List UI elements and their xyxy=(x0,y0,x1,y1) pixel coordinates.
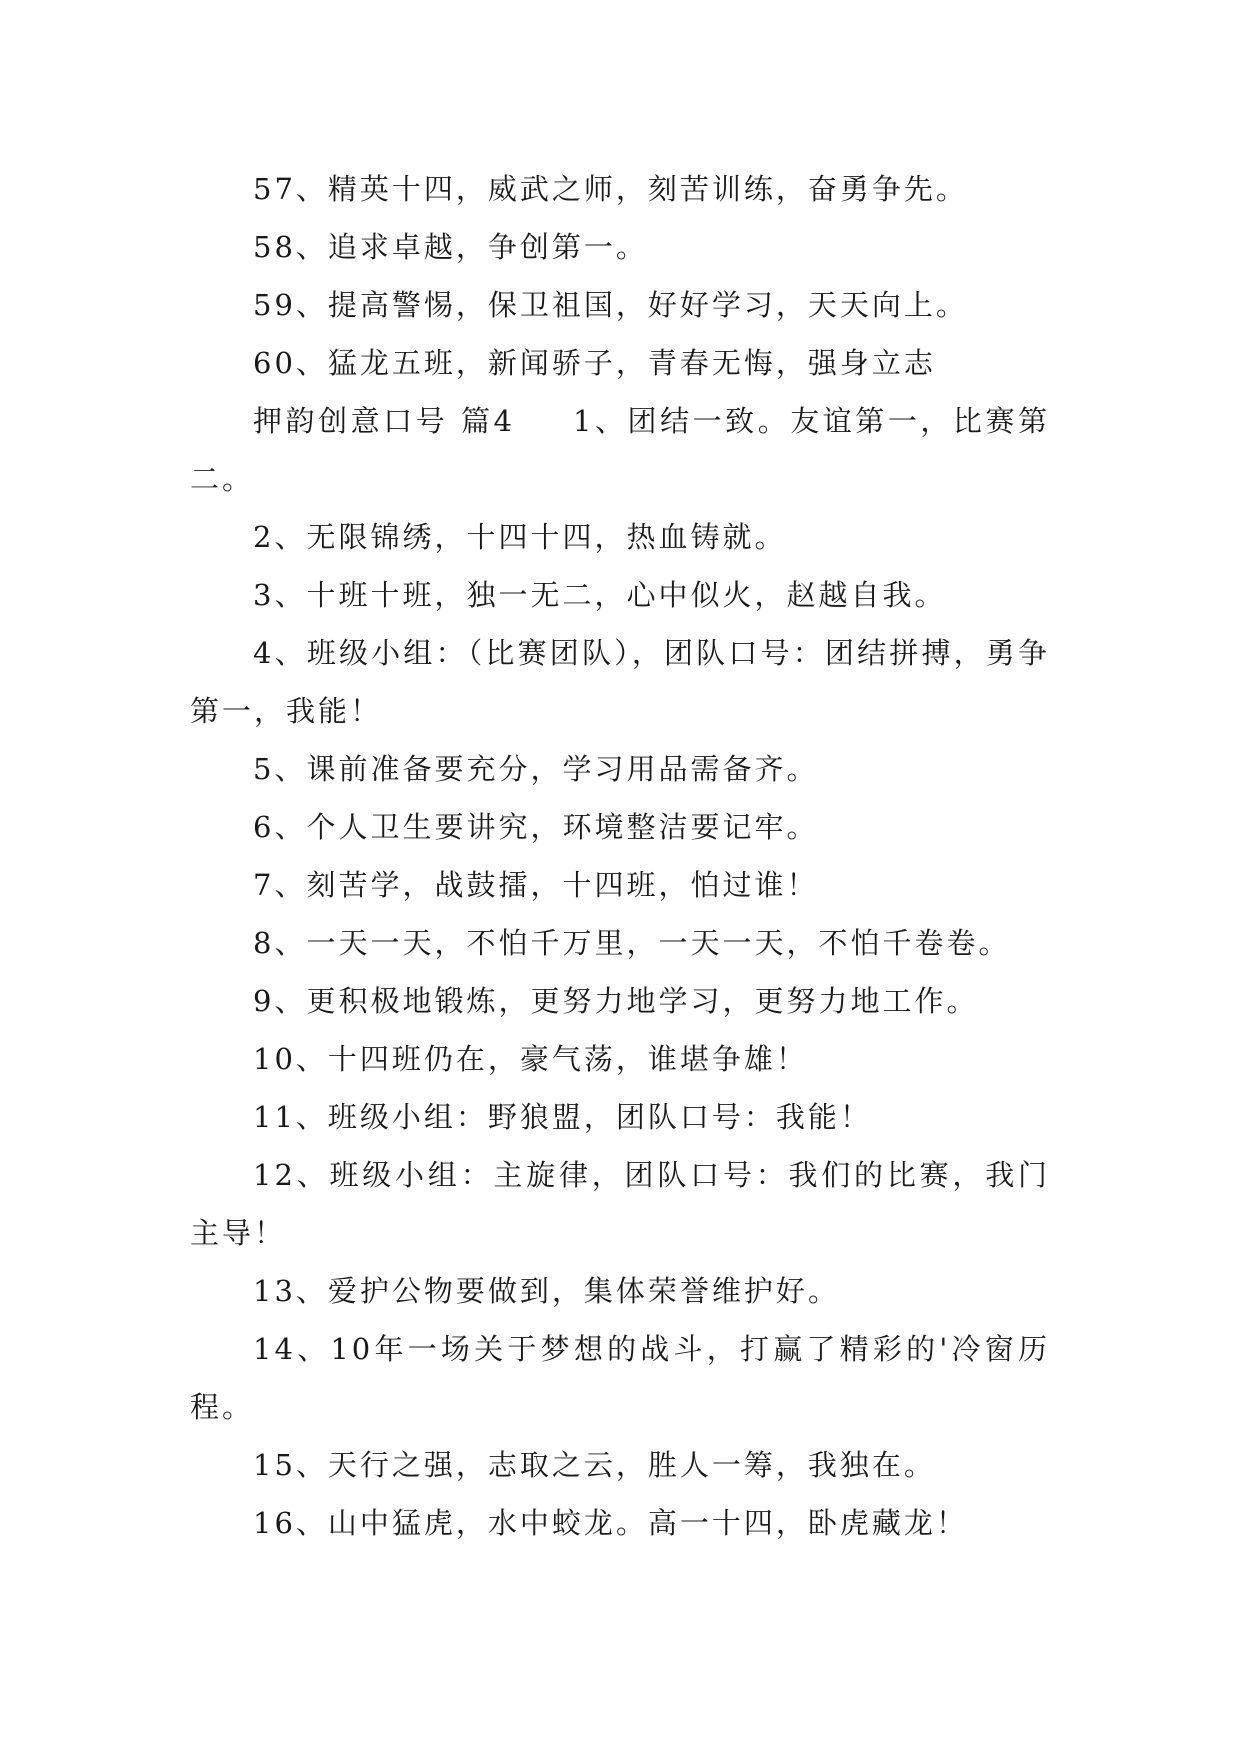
slogan-list xyxy=(190,160,1050,1552)
section-heading: 押韵创意口号 篇4 xyxy=(253,404,515,438)
section-paragraph xyxy=(190,392,1050,508)
list-item: 13、爱护公物要做到，集体荣誉维护好。 xyxy=(253,1274,840,1308)
list-item: 14、10年一场关于梦想的战斗，打赢了精彩的'冷窗历程。 xyxy=(190,1332,1050,1424)
list-item: 3、十班十班，独一无二，心中似火，赵越自我。 xyxy=(253,578,947,612)
list-item: 7、刻苦学，战鼓擂，十四班，怕过谁！ xyxy=(253,868,819,902)
list-item: 10、十四班仍在，豪气荡，谁堪争雄！ xyxy=(253,1042,808,1076)
list-item: 2、无限锦绣，十四十四，热血铸就。 xyxy=(253,520,787,554)
list-item: 9、更积极地锻炼，更努力地学习，更努力地工作。 xyxy=(253,984,979,1018)
list-item: 11、班级小组：野狼盟，团队口号：我能！ xyxy=(253,1100,872,1134)
list-item: 12、班级小组：主旋律，团队口号：我们的比赛，我门主导！ xyxy=(190,1158,1050,1250)
list-item: 8、一天一天，不怕千万里，一天一天，不怕千卷卷。 xyxy=(253,926,1011,960)
list-item: 58、追求卓越，争创第一。 xyxy=(253,230,648,264)
list-item: 16、山中猛虎，水中蛟龙。高一十四，卧虎藏龙！ xyxy=(253,1506,968,1540)
list-item: 60、猛龙五班，新闻骄子，青春无悔，强身立志 xyxy=(253,346,936,380)
list-item: 1、团结一致。友谊第一，比赛第二。 xyxy=(190,404,1051,496)
list-item: 59、提高警惕，保卫祖国，好好学习，天天向上。 xyxy=(253,288,968,322)
list-item: 15、天行之强，志取之云，胜人一筹，我独在。 xyxy=(253,1448,936,1482)
list-item: 6、个人卫生要讲究，环境整洁要记牢。 xyxy=(253,810,819,844)
list-item: 5、课前准备要充分，学习用品需备齐。 xyxy=(253,752,819,786)
list-item: 57、精英十四，威武之师，刻苦训练，奋勇争先。 xyxy=(253,172,968,206)
list-item: 4、班级小组：（比赛团队），团队口号：团结拼搏，勇争第一，我能！ xyxy=(190,636,1050,728)
